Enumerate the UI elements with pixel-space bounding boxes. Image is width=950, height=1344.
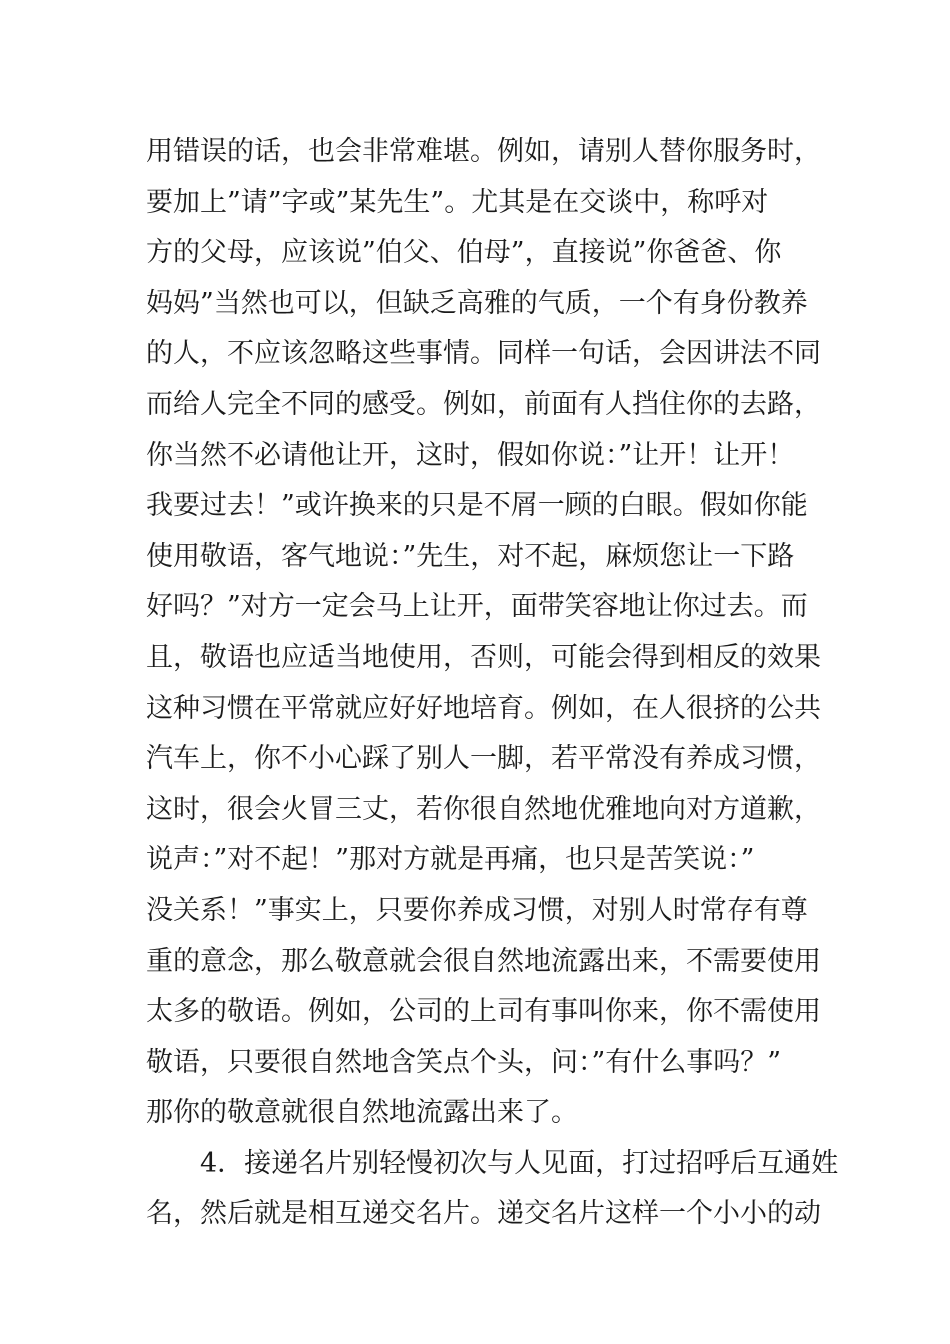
text-line: 这时，很会火冒三丈，若你很自然地优雅地向对方道歉，: [146, 793, 821, 825]
text-line: 我要过去！”或许换来的只是不屑一顾的白眼。假如你能: [146, 490, 808, 522]
text-line: 汽车上，你不小心踩了别人一脚，若平常没有养成习惯，: [146, 743, 821, 775]
text-line: 而给人完全不同的感受。例如，前面有人挡住你的去路，: [146, 388, 821, 420]
text-line: 名，然后就是相互递交名片。递交名片这样一个小小的动: [146, 1198, 821, 1230]
text-line: 用错误的话，也会非常难堪。例如，请别人替你服务时，: [146, 136, 821, 167]
text-line: 太多的敬语。例如，公司的上司有事叫你来，你不需使用: [146, 996, 821, 1028]
body-text: [146, 127, 839, 1240]
text-line: 敬语，只要很自然地含笑点个头，问：”有什么事吗？”: [146, 1046, 782, 1078]
text-line: 方的父母，应该说”伯父、伯母”，直接说”你爸爸、你: [146, 237, 782, 269]
text-line: 的人，不应该忽略这些事情。同样一句话，会因讲法不同: [146, 338, 821, 370]
text-line: 且，敬语也应适当地使用，否则，可能会得到相反的效果: [146, 641, 821, 673]
text-line: 重的意念，那么敬意就会很自然地流露出来，不需要使用: [146, 945, 821, 977]
text-line: 好吗？”对方一定会马上让开，面带笑容地让你过去。而: [146, 591, 808, 623]
text-line: 没关系！”事实上，只要你养成习惯，对别人时常存有尊: [146, 894, 808, 926]
text-line: 那你的敬意就很自然地流露出来了。: [146, 1097, 578, 1129]
text-line: 这种习惯在平常就应好好地培育。例如，在人很挤的公共: [146, 692, 821, 724]
paragraph-start-line: 4．接递名片别轻慢初次与人见面，打过招呼后互通姓: [200, 1147, 839, 1179]
text-line: 说声：”对不起！”那对方就是再痛，也只是苦笑说：”: [146, 844, 755, 876]
text-line: 妈妈”当然也可以，但缺乏高雅的气质，一个有身份教养: [146, 287, 808, 319]
text-line: 你当然不必请他让开，这时，假如你说：”让开！让开！: [146, 439, 795, 471]
text-line: 使用敬语，客气地说：”先生，对不起，麻烦您让一下路: [146, 540, 795, 572]
text-line: 要加上”请”字或”某先生”。尤其是在交谈中，称呼对: [146, 186, 769, 218]
